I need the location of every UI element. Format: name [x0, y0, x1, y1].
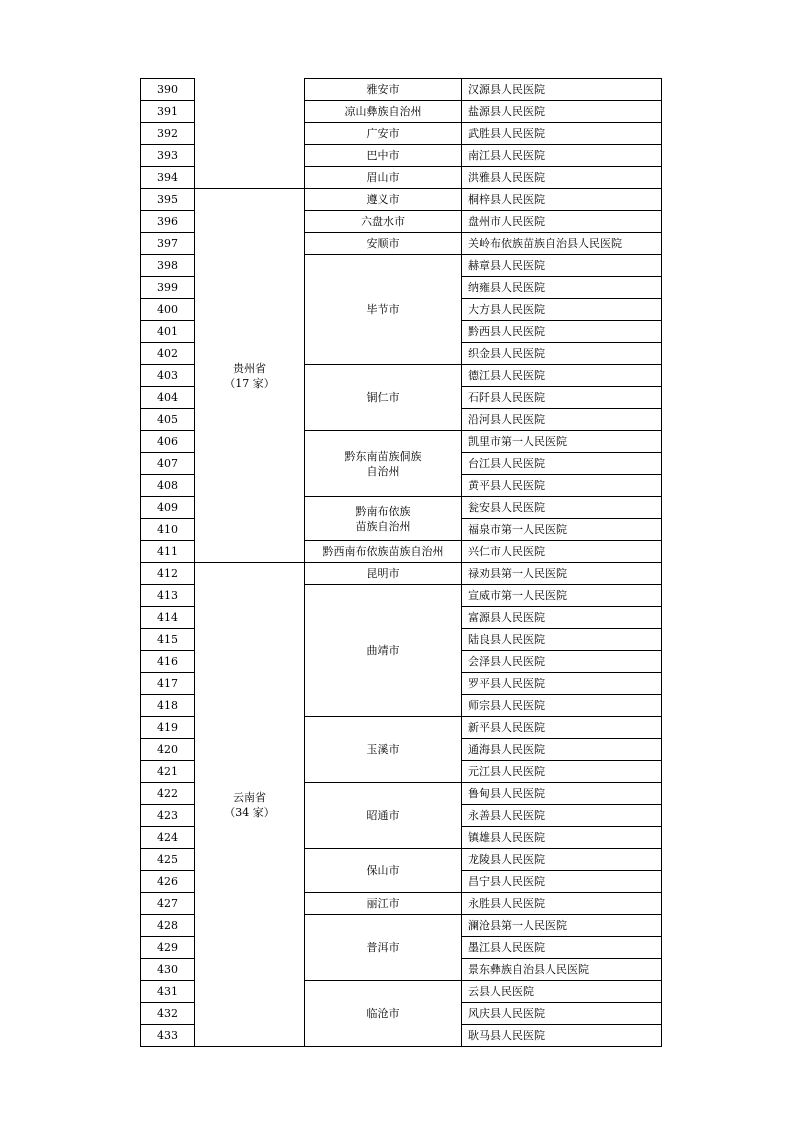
city-label: 临沧市	[366, 1007, 400, 1020]
city-label: 雅安市	[366, 83, 400, 96]
hospital-name-cell: 景东彝族自治县人民医院	[462, 959, 662, 981]
city-label: 曲靖市	[366, 644, 400, 657]
hospital-name-cell: 纳雍县人民医院	[462, 277, 662, 299]
hospital-name-cell: 凯里市第一人民医院	[462, 431, 662, 453]
row-number-cell: 396	[141, 211, 195, 233]
hospital-name-cell: 台江县人民医院	[462, 453, 662, 475]
province-label: （34 家）	[224, 805, 275, 819]
hospital-name-cell: 桐梓县人民医院	[462, 189, 662, 211]
hospital-name-cell: 洪雅县人民医院	[462, 167, 662, 189]
row-number-cell: 425	[141, 849, 195, 871]
city-label: 普洱市	[366, 941, 400, 954]
row-number-cell: 400	[141, 299, 195, 321]
table-body	[141, 79, 662, 1047]
row-number-cell: 404	[141, 387, 195, 409]
hospital-name-cell: 通海县人民医院	[462, 739, 662, 761]
city-label: 昆明市	[366, 567, 400, 580]
hospital-name-cell: 石阡县人民医院	[462, 387, 662, 409]
city-cell	[305, 915, 462, 981]
row-number-cell: 409	[141, 497, 195, 519]
city-cell	[305, 233, 462, 255]
row-number-cell: 426	[141, 871, 195, 893]
hospital-name-cell: 赫章县人民医院	[462, 255, 662, 277]
city-cell	[305, 849, 462, 893]
row-number-cell: 418	[141, 695, 195, 717]
hospital-name-cell: 永胜县人民医院	[462, 893, 662, 915]
city-label: 凉山彝族自治州	[344, 105, 422, 118]
row-number-cell: 394	[141, 167, 195, 189]
city-label: 眉山市	[366, 171, 400, 184]
city-cell	[305, 541, 462, 563]
hospital-name-cell: 墨江县人民医院	[462, 937, 662, 959]
hospital-name-cell: 元江县人民医院	[462, 761, 662, 783]
province-cell	[195, 189, 305, 563]
hospital-name-cell: 镇雄县人民医院	[462, 827, 662, 849]
hospital-name-cell: 禄劝县第一人民医院	[462, 563, 662, 585]
city-cell	[305, 79, 462, 101]
city-cell	[305, 783, 462, 849]
city-cell	[305, 145, 462, 167]
hospital-name-cell: 陆良县人民医院	[462, 629, 662, 651]
hospital-name-cell: 福泉市第一人民医院	[462, 519, 662, 541]
row-number-cell: 422	[141, 783, 195, 805]
row-number-cell: 407	[141, 453, 195, 475]
hospital-name-cell: 新平县人民医院	[462, 717, 662, 739]
hospital-name-cell: 瓮安县人民医院	[462, 497, 662, 519]
city-label: 铜仁市	[366, 391, 400, 404]
hospital-name-cell: 兴仁市人民医院	[462, 541, 662, 563]
hospital-name-cell: 风庆县人民医院	[462, 1003, 662, 1025]
row-number-cell: 429	[141, 937, 195, 959]
row-number-cell: 395	[141, 189, 195, 211]
city-cell	[305, 189, 462, 211]
row-number-cell: 424	[141, 827, 195, 849]
row-number-cell: 401	[141, 321, 195, 343]
row-number-cell: 412	[141, 563, 195, 585]
hospital-name-cell: 龙陵县人民医院	[462, 849, 662, 871]
row-number-cell: 428	[141, 915, 195, 937]
city-cell	[305, 211, 462, 233]
city-label: 保山市	[366, 864, 400, 877]
hospital-name-cell: 师宗县人民医院	[462, 695, 662, 717]
row-number-cell: 393	[141, 145, 195, 167]
row-number-cell: 420	[141, 739, 195, 761]
city-label: 广安市	[366, 127, 400, 140]
city-cell	[305, 893, 462, 915]
province-cell	[195, 563, 305, 1047]
city-cell	[305, 255, 462, 365]
row-number-cell: 423	[141, 805, 195, 827]
province-label: 贵州省	[233, 361, 266, 375]
row-number-cell: 421	[141, 761, 195, 783]
hospital-name-cell: 关岭布依族苗族自治县人民医院	[462, 233, 662, 255]
table-row	[141, 79, 662, 101]
row-number-cell: 397	[141, 233, 195, 255]
city-label: 黔南布依族	[355, 504, 411, 518]
province-label: 云南省	[233, 790, 266, 804]
city-label: 昭通市	[366, 809, 400, 822]
row-number-cell: 390	[141, 79, 195, 101]
row-number-cell: 419	[141, 717, 195, 739]
city-label: 黔东南苗族侗族	[344, 449, 422, 463]
city-label: 玉溪市	[366, 743, 400, 756]
row-number-cell: 432	[141, 1003, 195, 1025]
row-number-cell: 411	[141, 541, 195, 563]
city-cell	[305, 167, 462, 189]
row-number-cell: 414	[141, 607, 195, 629]
hospital-name-cell: 昌宁县人民医院	[462, 871, 662, 893]
row-number-cell: 398	[141, 255, 195, 277]
hospital-name-cell: 黄平县人民医院	[462, 475, 662, 497]
city-cell	[305, 101, 462, 123]
row-number-cell: 427	[141, 893, 195, 915]
hospital-name-cell: 黔西县人民医院	[462, 321, 662, 343]
city-cell	[305, 431, 462, 497]
hospital-name-cell: 永善县人民医院	[462, 805, 662, 827]
row-number-cell: 433	[141, 1025, 195, 1047]
hospital-name-cell: 南江县人民医院	[462, 145, 662, 167]
table-row	[141, 189, 662, 211]
hospital-name-cell: 耿马县人民医院	[462, 1025, 662, 1047]
row-number-cell: 415	[141, 629, 195, 651]
row-number-cell: 399	[141, 277, 195, 299]
city-label: 丽江市	[366, 897, 400, 910]
hospital-name-cell: 汉源县人民医院	[462, 79, 662, 101]
hospital-name-cell: 盘州市人民医院	[462, 211, 662, 233]
city-cell	[305, 123, 462, 145]
hospital-name-cell: 富源县人民医院	[462, 607, 662, 629]
hospital-name-cell: 罗平县人民医院	[462, 673, 662, 695]
city-label: 自治州	[366, 464, 400, 478]
city-label: 安顺市	[366, 237, 400, 250]
city-label: 六盘水市	[361, 215, 405, 228]
city-cell	[305, 585, 462, 717]
city-label: 毕节市	[366, 303, 400, 316]
row-number-cell: 403	[141, 365, 195, 387]
hospital-name-cell: 云县人民医院	[462, 981, 662, 1003]
row-number-cell: 416	[141, 651, 195, 673]
city-cell	[305, 717, 462, 783]
hospital-name-cell: 德江县人民医院	[462, 365, 662, 387]
row-number-cell: 413	[141, 585, 195, 607]
row-number-cell: 430	[141, 959, 195, 981]
hospital-name-cell: 宣威市第一人民医院	[462, 585, 662, 607]
hospital-name-cell: 大方县人民医院	[462, 299, 662, 321]
city-label: 苗族自治州	[355, 519, 411, 533]
row-number-cell: 417	[141, 673, 195, 695]
table-row	[141, 563, 662, 585]
hospital-name-cell: 沿河县人民医院	[462, 409, 662, 431]
city-cell	[305, 497, 462, 541]
row-number-cell: 406	[141, 431, 195, 453]
city-cell	[305, 981, 462, 1047]
hospital-name-cell: 鲁甸县人民医院	[462, 783, 662, 805]
hospital-list-table	[140, 78, 662, 1047]
row-number-cell: 392	[141, 123, 195, 145]
hospital-name-cell: 会泽县人民医院	[462, 651, 662, 673]
city-label: 巴中市	[366, 149, 400, 162]
hospital-name-cell: 澜沧县第一人民医院	[462, 915, 662, 937]
row-number-cell: 408	[141, 475, 195, 497]
row-number-cell: 391	[141, 101, 195, 123]
province-label: （17 家）	[224, 376, 275, 390]
city-cell	[305, 365, 462, 431]
city-label: 遵义市	[366, 193, 400, 206]
hospital-name-cell: 盐源县人民医院	[462, 101, 662, 123]
row-number-cell: 405	[141, 409, 195, 431]
hospital-name-cell: 织金县人民医院	[462, 343, 662, 365]
city-cell	[305, 563, 462, 585]
row-number-cell: 402	[141, 343, 195, 365]
province-cell	[195, 79, 305, 189]
row-number-cell: 431	[141, 981, 195, 1003]
city-label: 黔西南布依族苗族自治州	[322, 545, 444, 558]
hospital-name-cell: 武胜县人民医院	[462, 123, 662, 145]
row-number-cell: 410	[141, 519, 195, 541]
